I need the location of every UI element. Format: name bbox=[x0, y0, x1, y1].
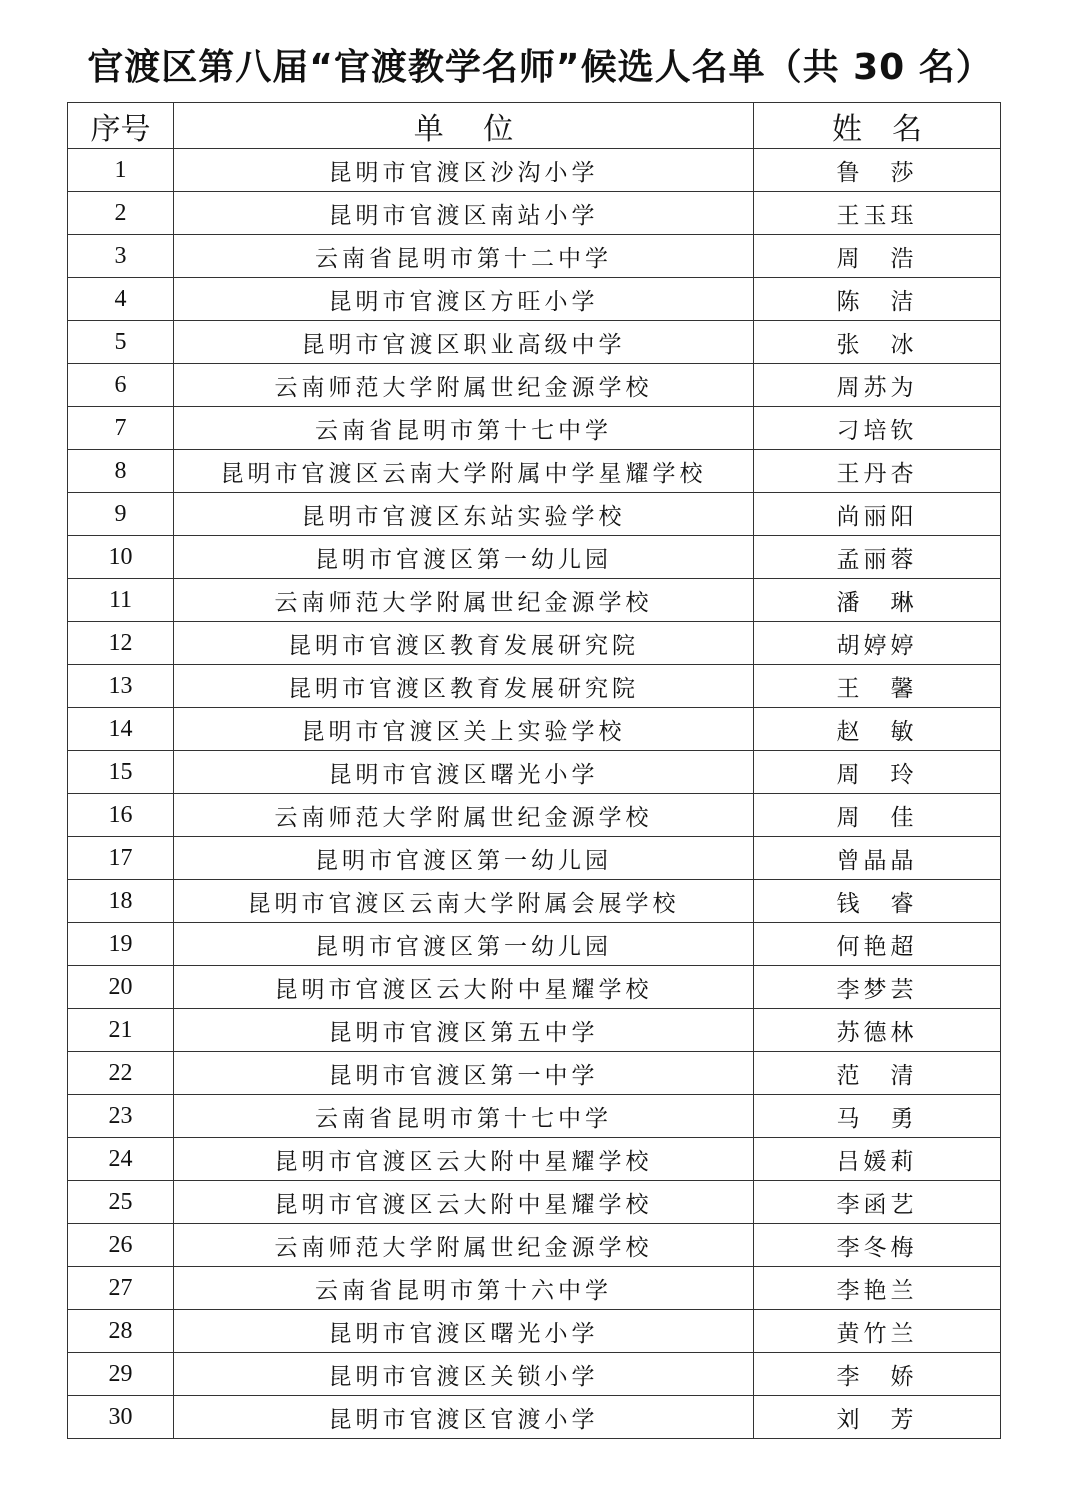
table-row bbox=[68, 665, 1001, 708]
cell-unit: 云南师范大学附属世纪金源学校 bbox=[174, 794, 754, 837]
cell-serial-number: 26 bbox=[68, 1224, 174, 1267]
cell-name: 李 娇 bbox=[754, 1353, 1001, 1396]
cell-serial-number: 8 bbox=[68, 450, 174, 493]
table-row bbox=[68, 278, 1001, 321]
table-header bbox=[68, 103, 1001, 149]
table-row bbox=[68, 1267, 1001, 1310]
cell-serial-number: 19 bbox=[68, 923, 174, 966]
cell-serial-number: 10 bbox=[68, 536, 174, 579]
header-unit: 单 位 bbox=[174, 103, 754, 149]
cell-unit: 云南省昆明市第十七中学 bbox=[174, 407, 754, 450]
cell-name: 胡婷婷 bbox=[754, 622, 1001, 665]
cell-serial-number: 4 bbox=[68, 278, 174, 321]
cell-serial-number: 5 bbox=[68, 321, 174, 364]
table-row bbox=[68, 1138, 1001, 1181]
cell-unit: 云南省昆明市第十二中学 bbox=[174, 235, 754, 278]
cell-unit: 昆明市官渡区教育发展研究院 bbox=[174, 665, 754, 708]
header-name: 姓 名 bbox=[754, 103, 1001, 149]
cell-unit: 昆明市官渡区东站实验学校 bbox=[174, 493, 754, 536]
cell-name: 李函艺 bbox=[754, 1181, 1001, 1224]
cell-serial-number: 3 bbox=[68, 235, 174, 278]
cell-serial-number: 6 bbox=[68, 364, 174, 407]
cell-name: 张 冰 bbox=[754, 321, 1001, 364]
cell-serial-number: 28 bbox=[68, 1310, 174, 1353]
cell-unit: 昆明市官渡区教育发展研究院 bbox=[174, 622, 754, 665]
cell-unit: 云南师范大学附属世纪金源学校 bbox=[174, 579, 754, 622]
table-row bbox=[68, 837, 1001, 880]
cell-serial-number: 14 bbox=[68, 708, 174, 751]
cell-name: 何艳超 bbox=[754, 923, 1001, 966]
cell-serial-number: 13 bbox=[68, 665, 174, 708]
cell-unit: 昆明市官渡区南站小学 bbox=[174, 192, 754, 235]
table-row bbox=[68, 1052, 1001, 1095]
cell-name: 尚丽阳 bbox=[754, 493, 1001, 536]
table-row bbox=[68, 364, 1001, 407]
cell-unit: 云南师范大学附属世纪金源学校 bbox=[174, 1224, 754, 1267]
cell-unit: 昆明市官渡区方旺小学 bbox=[174, 278, 754, 321]
cell-serial-number: 1 bbox=[68, 149, 174, 192]
table-row bbox=[68, 622, 1001, 665]
cell-unit: 昆明市官渡区第一幼儿园 bbox=[174, 923, 754, 966]
table-row bbox=[68, 1224, 1001, 1267]
table-row bbox=[68, 536, 1001, 579]
table-row bbox=[68, 235, 1001, 278]
cell-name: 马 勇 bbox=[754, 1095, 1001, 1138]
table-row bbox=[68, 149, 1001, 192]
cell-name: 刘 芳 bbox=[754, 1396, 1001, 1439]
cell-serial-number: 23 bbox=[68, 1095, 174, 1138]
table-row bbox=[68, 1310, 1001, 1353]
cell-name: 李艳兰 bbox=[754, 1267, 1001, 1310]
cell-unit: 昆明市官渡区云南大学附属中学星耀学校 bbox=[174, 450, 754, 493]
cell-serial-number: 20 bbox=[68, 966, 174, 1009]
cell-unit: 昆明市官渡区云大附中星耀学校 bbox=[174, 966, 754, 1009]
cell-name: 曾晶晶 bbox=[754, 837, 1001, 880]
cell-serial-number: 12 bbox=[68, 622, 174, 665]
page-title: 官渡区第八届“官渡教学名师”候选人名单（共 30 名） bbox=[87, 47, 993, 88]
cell-serial-number: 27 bbox=[68, 1267, 174, 1310]
table-row bbox=[68, 493, 1001, 536]
table-row bbox=[68, 1353, 1001, 1396]
table-row bbox=[68, 880, 1001, 923]
cell-name: 潘 琳 bbox=[754, 579, 1001, 622]
table-row bbox=[68, 966, 1001, 1009]
cell-serial-number: 30 bbox=[68, 1396, 174, 1439]
cell-unit: 昆明市官渡区关上实验学校 bbox=[174, 708, 754, 751]
cell-serial-number: 29 bbox=[68, 1353, 174, 1396]
cell-name: 范 清 bbox=[754, 1052, 1001, 1095]
cell-serial-number: 25 bbox=[68, 1181, 174, 1224]
cell-name: 王 馨 bbox=[754, 665, 1001, 708]
cell-name: 刁培钦 bbox=[754, 407, 1001, 450]
cell-serial-number: 17 bbox=[68, 837, 174, 880]
table-row bbox=[68, 1396, 1001, 1439]
table-row bbox=[68, 751, 1001, 794]
cell-name: 孟丽蓉 bbox=[754, 536, 1001, 579]
cell-name: 李梦芸 bbox=[754, 966, 1001, 1009]
table-row bbox=[68, 923, 1001, 966]
table-row bbox=[68, 1095, 1001, 1138]
cell-serial-number: 11 bbox=[68, 579, 174, 622]
cell-unit: 昆明市官渡区官渡小学 bbox=[174, 1396, 754, 1439]
cell-name: 苏德林 bbox=[754, 1009, 1001, 1052]
cell-unit: 昆明市官渡区云大附中星耀学校 bbox=[174, 1138, 754, 1181]
cell-unit: 昆明市官渡区沙沟小学 bbox=[174, 149, 754, 192]
table-row bbox=[68, 407, 1001, 450]
cell-name: 李冬梅 bbox=[754, 1224, 1001, 1267]
cell-serial-number: 2 bbox=[68, 192, 174, 235]
cell-name: 周 佳 bbox=[754, 794, 1001, 837]
cell-name: 吕媛莉 bbox=[754, 1138, 1001, 1181]
table-row bbox=[68, 794, 1001, 837]
cell-unit: 云南师范大学附属世纪金源学校 bbox=[174, 364, 754, 407]
cell-unit: 昆明市官渡区曙光小学 bbox=[174, 751, 754, 794]
cell-unit: 云南省昆明市第十六中学 bbox=[174, 1267, 754, 1310]
table-row bbox=[68, 579, 1001, 622]
cell-name: 王玉珏 bbox=[754, 192, 1001, 235]
cell-unit: 昆明市官渡区职业高级中学 bbox=[174, 321, 754, 364]
cell-name: 周 玲 bbox=[754, 751, 1001, 794]
cell-serial-number: 7 bbox=[68, 407, 174, 450]
cell-unit: 云南省昆明市第十七中学 bbox=[174, 1095, 754, 1138]
cell-serial-number: 21 bbox=[68, 1009, 174, 1052]
cell-serial-number: 15 bbox=[68, 751, 174, 794]
candidate-table bbox=[67, 102, 1001, 1439]
cell-name: 周苏为 bbox=[754, 364, 1001, 407]
cell-unit: 昆明市官渡区云大附中星耀学校 bbox=[174, 1181, 754, 1224]
cell-unit: 昆明市官渡区曙光小学 bbox=[174, 1310, 754, 1353]
cell-serial-number: 24 bbox=[68, 1138, 174, 1181]
cell-unit: 昆明市官渡区第五中学 bbox=[174, 1009, 754, 1052]
table-row bbox=[68, 708, 1001, 751]
cell-unit: 昆明市官渡区第一幼儿园 bbox=[174, 837, 754, 880]
table-row bbox=[68, 450, 1001, 493]
cell-serial-number: 18 bbox=[68, 880, 174, 923]
table-row bbox=[68, 1181, 1001, 1224]
cell-name: 鲁 莎 bbox=[754, 149, 1001, 192]
cell-name: 赵 敏 bbox=[754, 708, 1001, 751]
table-row bbox=[68, 321, 1001, 364]
table-row bbox=[68, 1009, 1001, 1052]
cell-serial-number: 22 bbox=[68, 1052, 174, 1095]
cell-name: 周 浩 bbox=[754, 235, 1001, 278]
cell-serial-number: 16 bbox=[68, 794, 174, 837]
table-body bbox=[68, 149, 1001, 1439]
cell-unit: 昆明市官渡区第一中学 bbox=[174, 1052, 754, 1095]
cell-unit: 昆明市官渡区云南大学附属会展学校 bbox=[174, 880, 754, 923]
cell-name: 王丹杏 bbox=[754, 450, 1001, 493]
header-serial-number: 序号 bbox=[68, 103, 174, 149]
cell-unit: 昆明市官渡区第一幼儿园 bbox=[174, 536, 754, 579]
cell-name: 钱 睿 bbox=[754, 880, 1001, 923]
cell-name: 陈 洁 bbox=[754, 278, 1001, 321]
cell-unit: 昆明市官渡区关锁小学 bbox=[174, 1353, 754, 1396]
table-header-row bbox=[68, 103, 1001, 149]
cell-serial-number: 9 bbox=[68, 493, 174, 536]
cell-name: 黄竹兰 bbox=[754, 1310, 1001, 1353]
table-row bbox=[68, 192, 1001, 235]
